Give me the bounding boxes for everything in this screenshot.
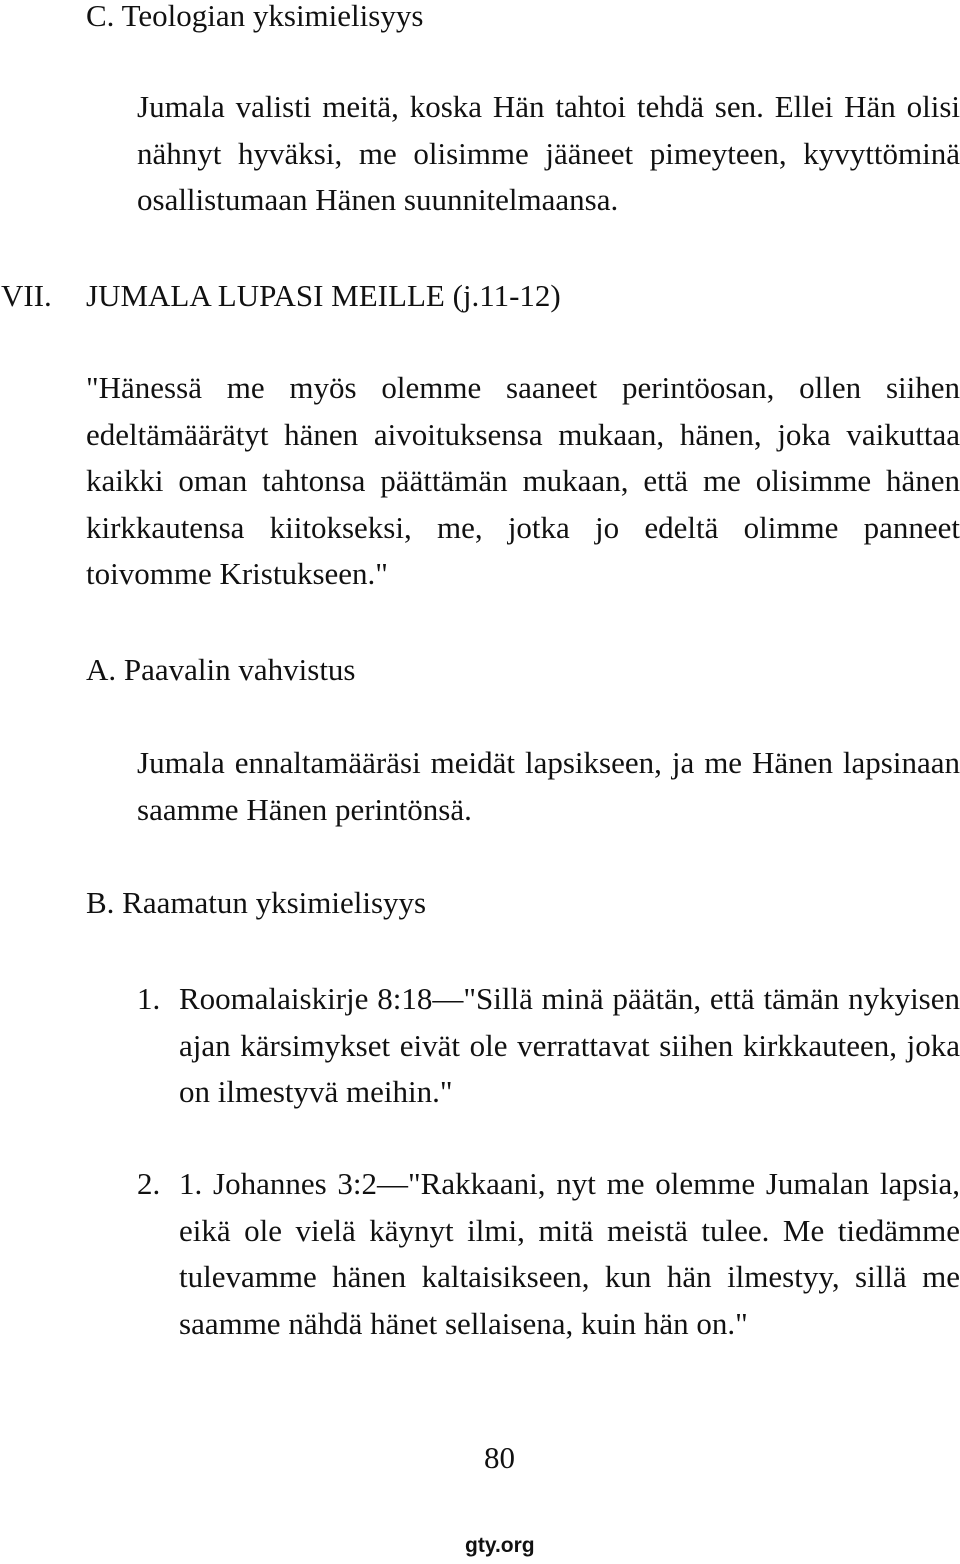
list-item-text: Roomalaiskirje 8:18—"Sillä minä päätän, että tämän nykyisen ajan kärsimykset eivät ole verrattavat siihen kirkkauteen, joka on ilmestyvä meihin." <box>179 981 960 1109</box>
watermark: gty.org <box>465 1534 535 1557</box>
page-number: 80 <box>484 1440 515 1475</box>
section-c-paragraph: Jumala valisti meitä, koska Hän tahtoi tehdä sen. Ellei Hän olisi nähnyt hyväksi, me olisimme jääneet pimeyteen, kyvyttöminä osallistumaan Hänen suunnitelmaansa. <box>137 89 960 217</box>
section-c-heading: C. Teologian yksimielisyys <box>86 0 424 33</box>
section-a-paragraph: Jumala ennaltamääräsi meidät lapsikseen, ja me Hänen lapsinaan saamme Hänen perintönsä. <box>137 745 960 827</box>
scripture-quote: "Hänessä me myös olemme saaneet perintöosan, ollen siihen edeltämäärätyt hänen aivoituksensa mukaan, hänen, joka vaikuttaa kaikki oman tahtonsa päättämän mukaan, että me olisimme hänen kirkkautensa kiitokseksi, me, jotka jo edeltä olimme panneet toivomme Kristukseen." <box>86 370 960 591</box>
chapter-title: JUMALA LUPASI MEILLE (j.11-12) <box>86 278 561 313</box>
section-a-heading: A. Paavalin vahvistus <box>86 652 356 687</box>
list-item-number: 2. <box>137 1166 161 1201</box>
section-b-heading: B. Raamatun yksimielisyys <box>86 885 427 920</box>
list-item-text: 1. Johannes 3:2—"Rakkaani, nyt me olemme Jumalan lapsia, eikä ole vielä käynyt ilmi, mitä meistä tulee. Me tiedämme tulevamme hänen kaltaisikseen, kun hän ilmestyy, sillä me saamme nähdä hänet sellaisena, kuin hän on." <box>179 1166 960 1341</box>
chapter-number: VII. <box>1 278 52 313</box>
list-item-number: 1. <box>137 981 161 1016</box>
